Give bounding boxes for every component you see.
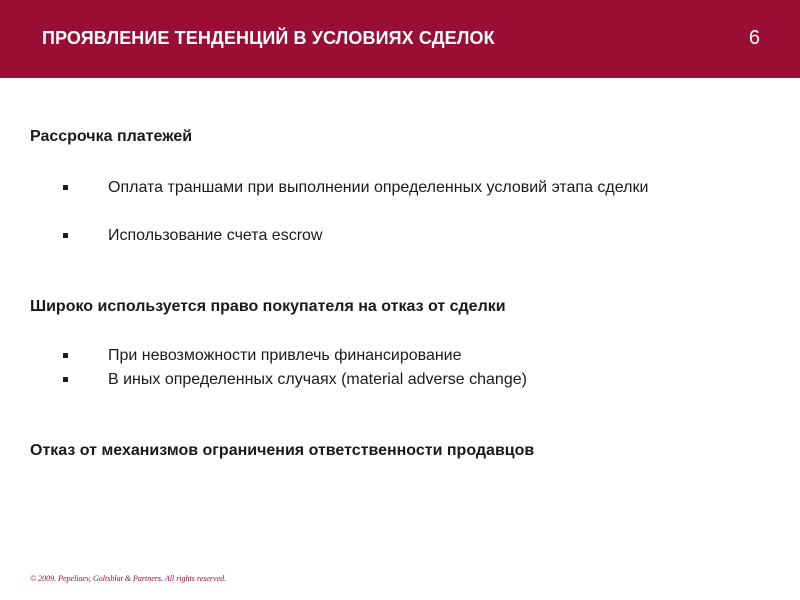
section-heading-buyer-right: Широко используется право покупателя на отказ от сделки <box>30 298 506 315</box>
bullet-item <box>63 368 763 392</box>
bullet-item <box>63 176 763 200</box>
title-bar <box>0 0 800 78</box>
bullet-text: При невозможности привлечь финансирование <box>108 347 462 364</box>
bullet-text: Использование счета escrow <box>108 227 323 244</box>
section-heading-installments: Рассрочка платежей <box>30 128 193 145</box>
bullet-item <box>63 224 763 248</box>
bullet-item <box>63 344 763 368</box>
square-bullet-icon <box>63 233 68 238</box>
square-bullet-icon <box>63 353 68 358</box>
bullet-text-content: Оплата траншами при выполнении определенных условий этапа сделки <box>108 179 649 196</box>
bullet-text: В иных определенных случаях (material adverse change) <box>108 371 527 388</box>
copyright-footer: © 2009. Pepeliaev, Goltsblat & Partners. All rights reserved. <box>30 574 227 583</box>
slide-title: ПРОЯВЛЕНИЕ ТЕНДЕНЦИЙ В УСЛОВИЯХ СДЕЛОК <box>42 28 495 48</box>
bullet-text <box>63 176 748 200</box>
page-number: 6 <box>748 27 760 49</box>
section-heading-liability: Отказ от механизмов ограничения ответственности продавцов <box>30 442 535 459</box>
square-bullet-icon <box>63 377 68 382</box>
square-bullet-icon <box>63 185 68 190</box>
